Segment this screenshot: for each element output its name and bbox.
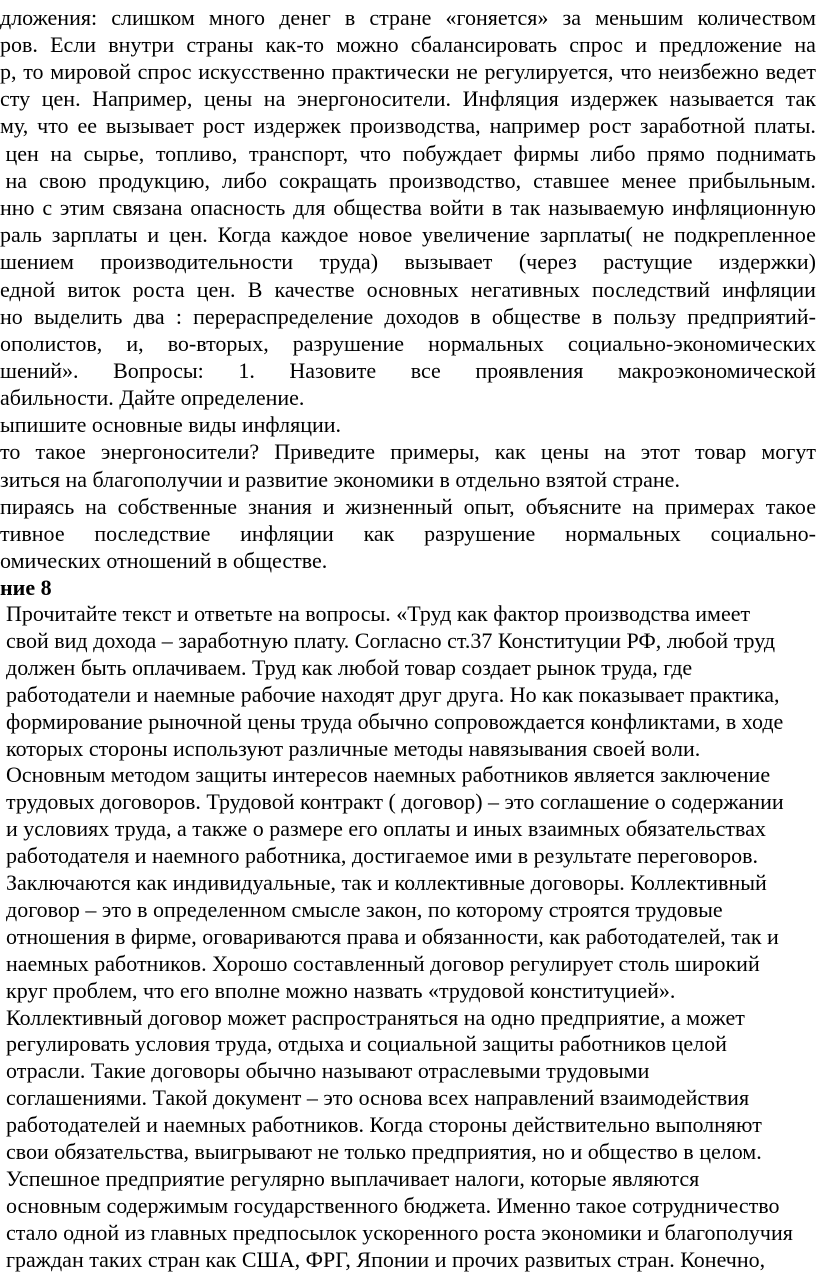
word: сокращать [278,168,377,193]
word: два [133,304,165,329]
word: цен. [196,277,236,302]
text-line [0,357,816,384]
text-line: формирование рыночной цены труда обычно сопровождается конфликтами, в ходе [6,709,784,734]
word: социально- [710,521,816,546]
word: издержек [570,86,658,111]
word: негативных [470,277,580,302]
word: издержек [253,113,341,138]
word: ведет [765,59,816,84]
word: шением [0,249,74,274]
word: примеры, [390,439,480,464]
word: то [0,439,21,464]
word: с [42,195,53,220]
word: ставшее [533,168,610,193]
word: фирмы [513,141,579,166]
word: нормальных [565,521,681,546]
text-line: зиться на благополучии и развитие экономики в отдельно взятой стране. [0,467,680,492]
word: Приведите [274,439,376,464]
word: например [489,113,581,138]
word: неизбежно [658,59,759,84]
word: Например, [92,86,193,111]
word: цен. [168,222,208,247]
text-line: отношения в фирме, оговариваются права и обязанности, как работодателей, так и [6,924,779,949]
word: едной [0,277,56,302]
word: либо [222,168,267,193]
word: во-вторых, [167,331,269,356]
text-line [0,493,816,520]
text-line: и условиях труда, а также о размере его оплаты и иных взаимных обязательствах [6,816,766,841]
word: регулируется, [484,59,614,84]
word: макроэкономической [617,358,816,383]
word: знания [247,494,312,519]
text-line: соглашениями. Такой документ – это основа всех направлений взаимодействия [6,1085,750,1110]
word: прибыльным. [688,168,816,193]
text-line: работодателей и наемных работников. Когда стороны действительно выполняют [6,1112,762,1137]
word: (через [518,249,577,274]
word: так [510,195,541,220]
text-line [0,4,816,31]
word: Вопросы: [113,358,204,383]
word: на [632,494,654,519]
text-line [0,194,816,221]
text-line [0,167,816,194]
text-line: основным содержимым государственного бюджета. Именно такое сотрудничество [6,1193,780,1218]
word: : [175,304,182,329]
text-line [0,438,816,465]
word: что [620,59,652,84]
word: спрос [569,32,624,57]
word: побуждает [402,141,502,166]
word: называемую [548,195,665,220]
text-line [0,248,816,275]
text-line [0,112,816,139]
word: производительности [100,249,294,274]
text-line: Коллективный договор может распространяться на одно предприятие, а может [6,1005,745,1030]
word: труда) [319,249,379,274]
word: «гоняется» [445,5,549,30]
word: страны [186,32,254,57]
word: примерах [664,494,755,519]
text-line: свои обязательства, выигрывают не только предприятия, но и общество в целом. [6,1139,762,1164]
word: опыт, [463,494,515,519]
word: платы. [754,113,816,138]
word: на [794,32,816,57]
word: шений». [0,358,79,383]
word: каждое [280,222,349,247]
word: но [0,304,23,329]
word: социально-экономических [567,331,816,356]
word: инфляции [240,521,334,546]
word: 1. [238,358,255,383]
word: увеличение [422,222,530,247]
word: ее [77,113,97,138]
word: товар [695,439,747,464]
word: производство, [388,168,522,193]
word: Когда [217,222,272,247]
word: такое [765,494,816,519]
section-heading: ние 8 [0,575,52,600]
text-line: Заключаются как индивидуальные, так и коллективные договоры. Коллективный [6,870,767,895]
word: издержки) [718,249,816,274]
word: разрушение [292,331,404,356]
text-line: регулировать условия труда, отдыха и социальной защиты работников целой [6,1031,727,1056]
text-line [0,303,816,330]
word: инфляции [722,277,816,302]
word: в [344,5,356,30]
word: энергоносители? [100,439,260,464]
text-line [0,140,816,167]
word: как [363,521,395,546]
word: на [604,439,626,464]
word: доходов [384,304,460,329]
word: общества [333,195,422,220]
word: подкрепленное [674,222,816,247]
word: денег [279,5,331,30]
word: прямо [647,141,705,166]
word: нно [0,195,35,220]
word: цены [540,439,589,464]
text-line: абильности. Дайте определение. [0,385,305,410]
text-line [0,520,816,547]
word: стране [369,5,432,30]
word: ополистов, [0,331,103,356]
word: мировой [50,59,131,84]
word: такое [35,439,86,464]
text-line: свой вид дохода – заработную плату. Согласно ст.37 Конституции РФ, любой труд [6,628,776,653]
word: тивное [0,521,65,546]
word: рост [202,113,245,138]
word: перераспределение [193,304,374,329]
word: предприятий- [687,304,816,329]
word: в [491,195,503,220]
word: на [263,86,286,111]
word: растущие [603,249,693,274]
word: как [494,439,526,464]
text-line [0,85,816,112]
word: для [293,195,326,220]
word: рост [589,113,631,138]
word: продукцию, [98,168,210,193]
word: пираясь [0,494,75,519]
word: р, [0,59,17,84]
text-line: граждан таких стран как США, ФРГ, Японии и прочих развитых стран. Конечно, [6,1247,766,1272]
word: вызывает [404,249,493,274]
word: Назовите [289,358,377,383]
word: зарплаты [51,222,138,247]
word: в [591,304,603,329]
word: цен [0,141,39,166]
word: поднимать [716,141,816,166]
word: искусственно [198,59,325,84]
word: Если [50,32,97,57]
word: последствий [592,277,711,302]
word: пользу [613,304,677,329]
word: му, [0,113,29,138]
word: что [359,141,392,166]
word: внутри [108,32,175,57]
text-line: договор – это в определенном смысле закон, по которому строятся трудовые [6,897,723,922]
word: и [147,222,160,247]
text-line: Успешное предприятие регулярно выплачивает налоги, которые являются [6,1166,700,1191]
word: ров. [0,32,38,57]
word: спрос [137,59,192,84]
word: за [562,5,582,30]
text-line [0,221,816,248]
text-line [0,330,816,357]
word: как-то [265,32,324,57]
word: виток [67,277,121,302]
word: сбалансировать [410,32,557,57]
word: собственные [117,494,238,519]
word: транспорт, [248,141,349,166]
word: разрушение [424,521,536,546]
word: роста [132,277,185,302]
word: можно [336,32,399,57]
word: зарплаты( [539,222,633,247]
word: не [642,222,665,247]
word: называется [669,86,774,111]
word: свою [39,168,87,193]
word: в [470,304,481,329]
word: либо [590,141,636,166]
word: обществе [491,304,581,329]
word: то [23,59,44,84]
text-line: отрасли. Такие договоры обычно называют отраслевыми трудовыми [6,1058,650,1083]
word: меньшим [595,5,684,30]
word: проявления [475,358,584,383]
word: связана [112,195,183,220]
text-line [0,31,816,58]
word: дложения: [0,5,98,30]
word: этим [59,195,105,220]
word: цены [204,86,253,111]
word: В [247,277,263,302]
word: не [456,59,478,84]
text-line: которых стороны используют различные методы навязывания своей воли. [6,736,701,761]
text-line: круг проблем, что его вполне можно назвать «трудовой конституцией». [6,978,676,1003]
text-line: работодатели и наемные рабочие находят друг друга. Но как показывает практика, [6,682,780,707]
text-line: ыпишите основные виды инфляции. [0,412,342,437]
word: войти [429,195,485,220]
word: последствие [94,521,211,546]
word: Инфляция [462,86,559,111]
word: жизненный [345,494,453,519]
text-line [0,276,816,303]
word: и [635,32,648,57]
word: производства, [349,113,481,138]
word: этот [640,439,680,464]
text-line: Основным методом защиты интересов наемных работников является заключение [6,762,771,787]
text-line [0,58,816,85]
word: нормальных [428,331,544,356]
word: практически [331,59,450,84]
text-line: трудовых договоров. Трудовой контракт ( договор) – это соглашение о содержании [6,789,784,814]
text-line: наемных работников. Хорошо составленный договор регулирует столь широкий [6,951,760,976]
word: заработной [639,113,746,138]
word: сту [0,86,31,111]
word: предложение [659,32,783,57]
word: энергоносители. [297,86,451,111]
word: основных [366,277,459,302]
word: выделить [33,304,123,329]
word: что [37,113,69,138]
word: и, [126,331,144,356]
word: количеством [697,5,816,30]
word: вызывает [105,113,194,138]
word: много [208,5,266,30]
word: на [0,168,28,193]
word: новое [358,222,413,247]
word: все [410,358,441,383]
word: слишком [111,5,195,30]
word: сырье, [83,141,145,166]
text-line: стало одной из главных предпосылок ускоренного роста экономики и благополучия [6,1220,793,1245]
word: опасность [190,195,286,220]
word: топливо, [155,141,238,166]
word: и [322,494,335,519]
word: могут [761,439,816,464]
text-line: работодателя и наемного работника, достигаемое ими в результате переговоров. [6,843,759,868]
word: на [50,141,72,166]
word: качестве [274,277,355,302]
word: цен. [41,86,81,111]
word: так [785,86,816,111]
text-line: омических отношений в обществе. [0,548,328,573]
word: раль [0,222,42,247]
text-line: Прочитайте текст и ответьте на вопросы. «Труд как фактор производства имеет [6,601,751,626]
word: объясните [525,494,622,519]
word: на [85,494,107,519]
word: инфляционную [672,195,816,220]
word: менее [621,168,677,193]
text-line: должен быть оплачиваем. Труд как любой товар создает рынок труда, где [6,655,693,680]
